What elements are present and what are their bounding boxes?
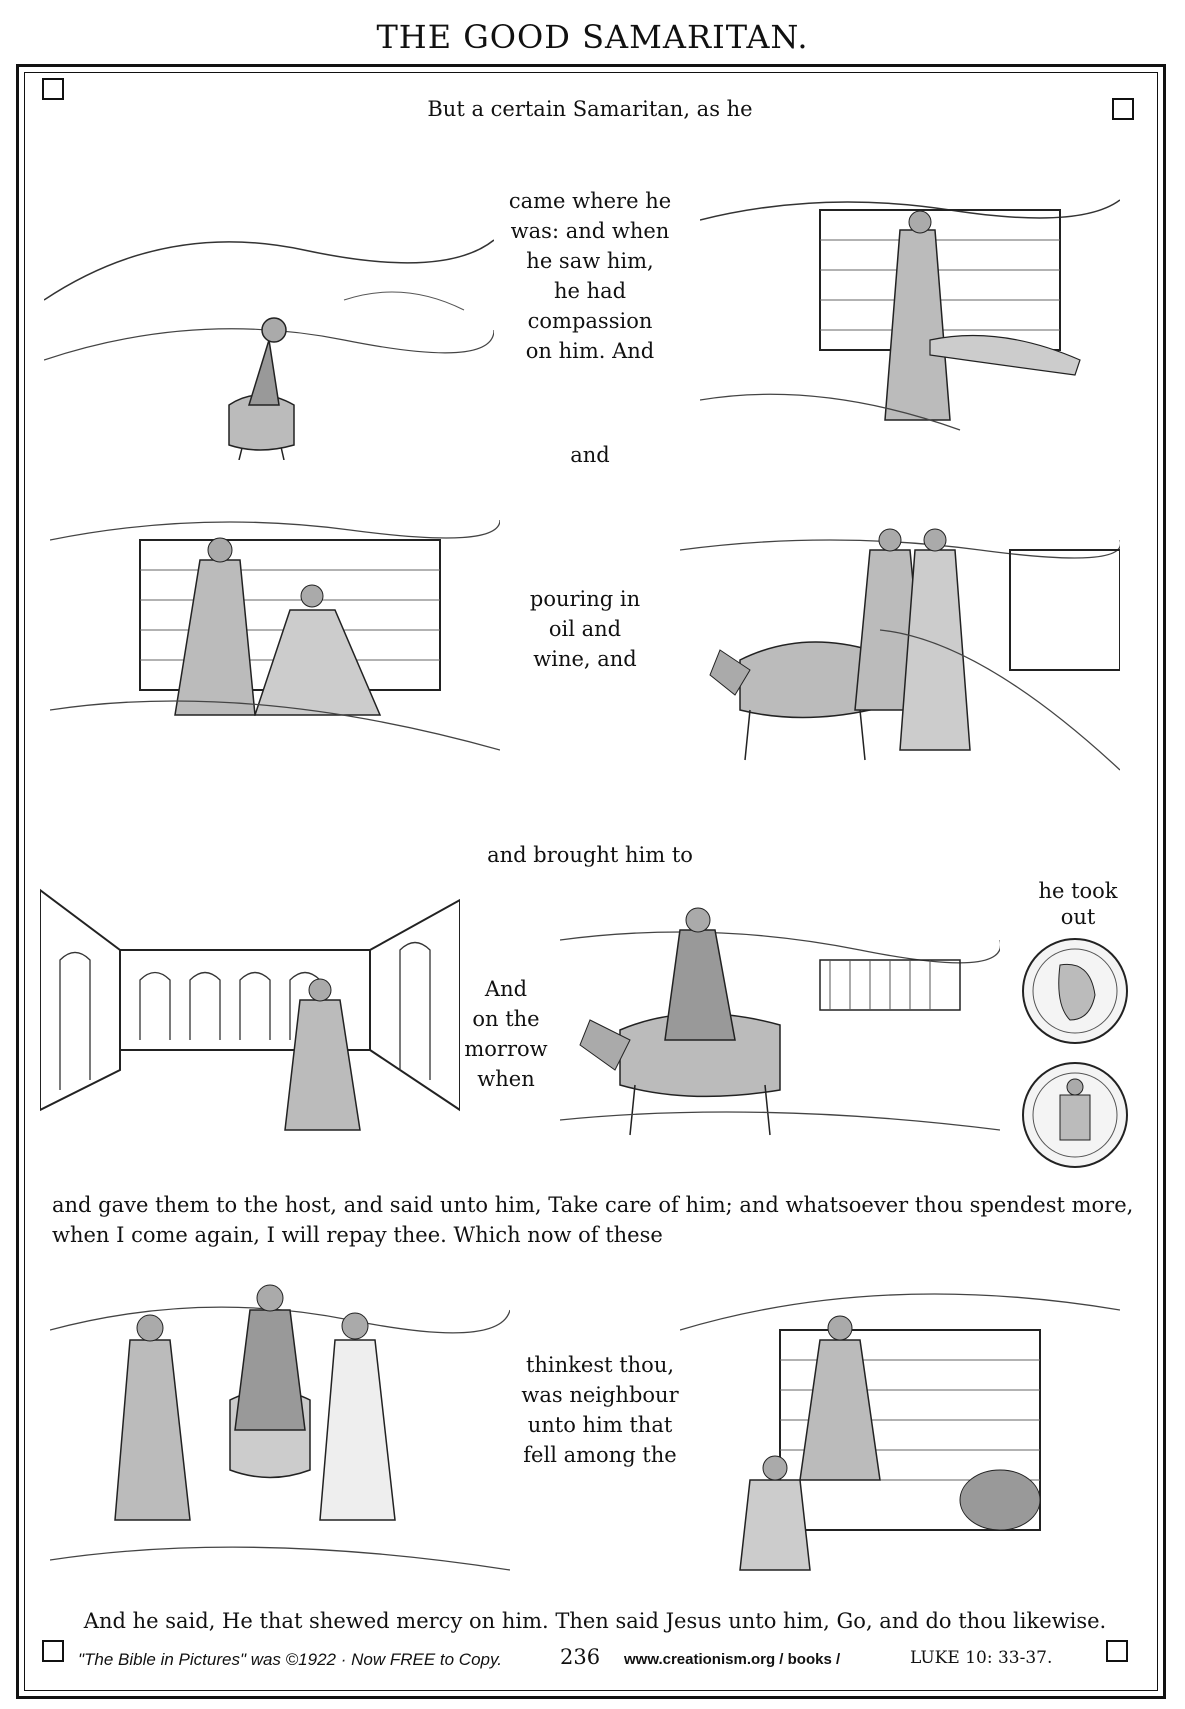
illustration-samaritan-on-donkey bbox=[44, 160, 494, 460]
text-bottom: And he said, He that shewed mercy on him. Then said Jesus unto him, Go, and do thou likewise. bbox=[83, 1609, 1107, 1633]
text-line: oil and bbox=[548, 617, 622, 641]
text-brought: and brought him to bbox=[487, 843, 693, 867]
man-lifted-onto-donkey-icon bbox=[680, 510, 1120, 790]
illustration-samaritan-finds-man bbox=[700, 130, 1120, 470]
roman-coins-icon bbox=[1010, 935, 1140, 1175]
text-line: came where he bbox=[508, 189, 672, 213]
text-line: he had bbox=[553, 279, 627, 303]
inn-courtyard-icon bbox=[40, 880, 460, 1150]
text-morrow bbox=[446, 974, 566, 1094]
text-line: on the bbox=[472, 1007, 540, 1031]
text-line: when I come again, I will repay thee. Which now of these bbox=[52, 1223, 663, 1247]
samaritan-departs-on-donkey-icon bbox=[560, 880, 1000, 1150]
illustration-three-travellers bbox=[50, 1270, 510, 1600]
corner-ornament-bottom-left bbox=[42, 1640, 64, 1662]
text-panel4 bbox=[500, 1350, 700, 1470]
illustration-tending-wounds bbox=[50, 500, 500, 790]
corner-ornament-top-left bbox=[42, 78, 64, 100]
text-panel2 bbox=[470, 584, 700, 674]
text-line: morrow bbox=[464, 1037, 548, 1061]
text-line: he took bbox=[1038, 879, 1118, 903]
text-line: unto him that bbox=[527, 1413, 673, 1437]
illustration-inn-courtyard bbox=[40, 880, 460, 1150]
text-line: wine, and bbox=[533, 647, 637, 671]
text-line: and gave them to the host, and said unto him, Take care of him; and whatsoever thou spendest more, bbox=[52, 1193, 1134, 1217]
text-panel1 bbox=[470, 186, 710, 366]
text-gave bbox=[52, 1190, 1142, 1250]
text-line: compassion bbox=[527, 309, 653, 333]
page-number: 236 bbox=[560, 1645, 601, 1669]
man-kneeling-by-wall-icon bbox=[680, 1250, 1120, 1600]
text-top: But a certain Samaritan, as he bbox=[427, 97, 753, 121]
text-line: when bbox=[477, 1067, 535, 1091]
text-line: And bbox=[484, 977, 528, 1001]
samaritan-tends-wounds-icon bbox=[50, 500, 500, 790]
text-line: fell among the bbox=[523, 1443, 677, 1467]
text-line: was: and when bbox=[510, 219, 670, 243]
corner-ornament-top-right bbox=[1112, 98, 1134, 120]
footer-credit: "The Bible in Pictures" was ©1922 · Now FREE to Copy. bbox=[78, 1650, 502, 1669]
creationism-link[interactable]: www.creationism.org / books / bbox=[624, 1651, 841, 1668]
page-title: THE GOOD SAMARITAN. bbox=[376, 18, 809, 56]
scripture-reference: LUKE 10: 33-37. bbox=[910, 1648, 1053, 1668]
text-took bbox=[1008, 878, 1148, 930]
text-and: and bbox=[570, 443, 610, 467]
illustration-coins bbox=[1010, 935, 1140, 1175]
illustration-samaritan-departs bbox=[560, 880, 1000, 1150]
text-line: pouring in bbox=[529, 587, 641, 611]
samaritan-finds-wounded-man-icon bbox=[700, 130, 1120, 470]
text-line: on him. And bbox=[525, 339, 655, 363]
corner-ornament-bottom-right bbox=[1106, 1640, 1128, 1662]
text-line: out bbox=[1060, 905, 1096, 929]
text-line: was neighbour bbox=[521, 1383, 679, 1407]
illustration-kneeling-man bbox=[680, 1250, 1120, 1600]
three-travellers-icon bbox=[50, 1270, 510, 1600]
samaritan-on-donkey-icon bbox=[44, 160, 494, 460]
illustration-lifting-onto-donkey bbox=[680, 510, 1120, 790]
text-line: thinkest thou, bbox=[525, 1353, 675, 1377]
text-line: he saw him, bbox=[526, 249, 654, 273]
